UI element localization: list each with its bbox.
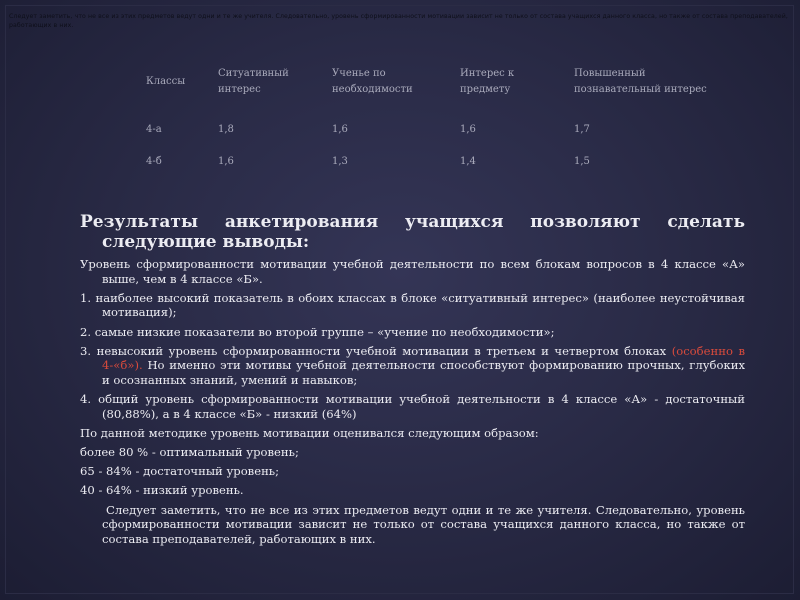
conclusion-summary: Уровень сформированности мотивации учебной деятельности по всем блокам вопросов в 4 классе «А» выше, чем в 4 классе «Б». (80, 257, 745, 286)
table-cell: 1,6 (460, 124, 476, 135)
conclusion-2: 2. самые низкие показатели во второй группе – «учение по необходимости»; (80, 324, 555, 339)
heading-line-2: следующие выводы: (102, 232, 310, 252)
conclusion-3 (80, 344, 745, 388)
table-cell: 4-а (146, 124, 162, 135)
conclusion-3-highlight: (особенно в 4-«б»). (102, 343, 745, 373)
table-cell: 1,8 (218, 124, 234, 135)
table-cell: 1,4 (460, 156, 476, 167)
header-subject-interest: Интерес к предмету (460, 68, 515, 95)
header-situational-interest: Ситуативный интерес (218, 68, 289, 95)
table-cell: 4-б (146, 156, 162, 167)
header-classes: Классы (146, 76, 186, 87)
conclusion-3-end: Но именно эти мотивы учебной деятельности способствуют формированию прочных, глубоких и осознанных знаний, умений и навыков; (102, 358, 746, 387)
table-row (140, 146, 740, 178)
conclusion-3-start: 3. невысокий уровень сформированности учебной мотивации в третьем и четвертом блоках (80, 343, 667, 358)
heading-line-1: Результаты анкетирования учащихся позволяют сделать (80, 212, 745, 232)
level-optimal: более 80 % - оптимальный уровень; (80, 445, 299, 460)
table-cell: 1,3 (332, 156, 348, 167)
top-note: Следует заметить, что не все из этих предметов ведут одни и те же учителя. Следовательно, уровень сформированности мотивации зависит не только от состава учащихся данного класса, но также от состава преподавателей, работающих в них. (9, 13, 788, 29)
level-sufficient: 65 - 84% - достаточный уровень; (80, 464, 280, 479)
table-header-row (140, 50, 740, 114)
header-learning-by-necessity: Ученье по необходимости (332, 68, 413, 95)
slide-content (80, 212, 745, 551)
method-intro: По данной методике уровень мотивации оценивался следующим образом: (80, 425, 539, 440)
table-cell: 1,5 (574, 156, 590, 167)
results-heading (80, 212, 745, 252)
results-table (140, 50, 740, 178)
conclusion-1: 1. наиболее высокий показатель в обоих классах в блоке «ситуативный интерес» (наиболее неустойчивая мотивация); (80, 290, 745, 320)
table-cell: 1,6 (332, 124, 348, 135)
header-cognitive-interest: Повышенный познавательный интерес (574, 68, 707, 95)
closing-note: Следует заметить, что не все из этих предметов ведут одни и те же учителя. Следовательно, уровень сформированности мотивации зависит не только от состава учащихся данного класса, но также от состава преподавателей, работающих в них. (102, 502, 745, 546)
table-row (140, 114, 740, 146)
table-cell: 1,7 (574, 124, 590, 135)
table-cell: 1,6 (218, 156, 234, 167)
level-low: 40 - 64% - низкий уровень. (80, 483, 244, 498)
conclusion-4: 4. общий уровень сформированности мотивации учебной деятельности в 4 классе «А» - достаточный (80,88%), а в 4 классе «Б» - низкий (64%) (80, 392, 745, 421)
